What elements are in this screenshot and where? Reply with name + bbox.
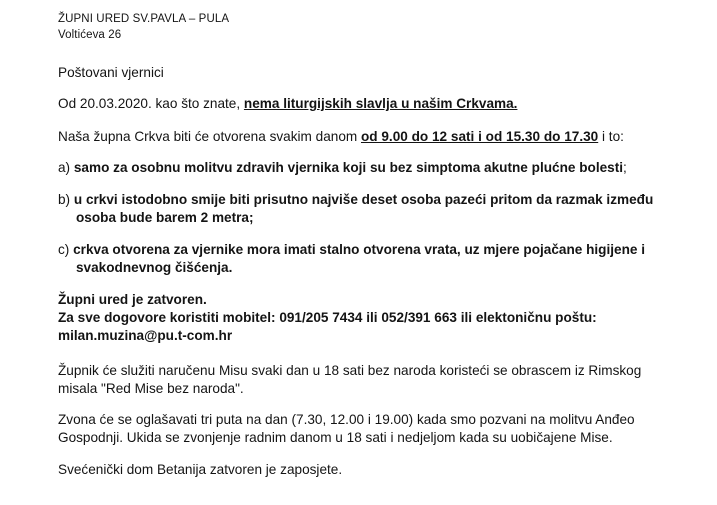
hours-text: Naša župna Crkva biti će otvorena svakim danom [58, 129, 361, 144]
rule-a [58, 159, 678, 177]
rule-a-label: a) [58, 160, 74, 175]
rule-b-line2: osoba bude barem 2 metra; [76, 210, 254, 225]
office-closed-notice [58, 291, 678, 345]
rule-c-label: c) [58, 242, 74, 257]
mass-line1: Župnik će služiti naručenu Misu svaki dan u 18 sati bez naroda koristeći se obrascem iz Rimskog [58, 363, 642, 378]
hours-emphasis: od 9.00 do 12 sati i od 15.30 do 17.30 [360, 129, 599, 144]
betanija-paragraph [58, 461, 678, 479]
intro-text: Od 20.03.2020. kao što znate, [58, 96, 244, 111]
rule-c-line1: crkva otvorena za vjernike mora imati stalno otvorena vrata, uz mjere pojačane higijene i [73, 242, 646, 257]
bells-line2: Gospodnji. Ukida se zvonjenje radnim danom u 18 sati i nedjeljom kada su uobičajene Mise. [58, 430, 613, 445]
greeting [58, 64, 678, 82]
intro-emphasis: nema liturgijskih slavlja u našim Crkvama. [243, 96, 518, 111]
hours-paragraph [58, 128, 678, 146]
hours-suffix: i to: [598, 129, 624, 144]
contact-email: milan.muzina@pu.t-com.hr [58, 328, 233, 343]
rule-b-line1: u crkvi istodobno smije biti prisutno najviše deset osoba pazeći pritom da razmak između [73, 192, 654, 207]
betanija-text: Svećenički dom Betanija zatvoren je zaposjete. [58, 462, 343, 477]
office-closed-line: Župni ured je zatvoren. [58, 292, 207, 307]
rule-b [58, 191, 678, 227]
bells-line1: Zvona će se oglašavati tri puta na dan (7.30, 12.00 i 19.00) kada smo pozvani na molitvu Anđeo [58, 412, 635, 427]
rule-b-label: b) [58, 192, 74, 207]
intro-paragraph [58, 95, 678, 113]
greeting-text: Poštovani vjernici [58, 65, 164, 80]
parish-office-name: ŽUPNI URED SV.PAVLA – PULA [58, 13, 230, 25]
contact-line: Za sve dogovore koristiti mobitel: 091/205 7434 ili 052/391 663 ili elektoničnu poštu: [58, 310, 597, 325]
rule-c-line2: svakodnevnog čišćenja. [76, 260, 233, 275]
rule-c [58, 241, 678, 277]
rule-a-text: samo za osobnu molitvu zdravih vjernika koji su bez simptoma akutne plućne bolesti [73, 160, 624, 175]
rule-a-end: ; [623, 160, 627, 175]
bells-paragraph [58, 411, 678, 447]
parish-address: Voltićeva 26 [58, 29, 122, 41]
letterhead [58, 11, 229, 43]
mass-paragraph [58, 362, 678, 398]
mass-line2: misala "Red Mise bez naroda". [58, 381, 244, 396]
